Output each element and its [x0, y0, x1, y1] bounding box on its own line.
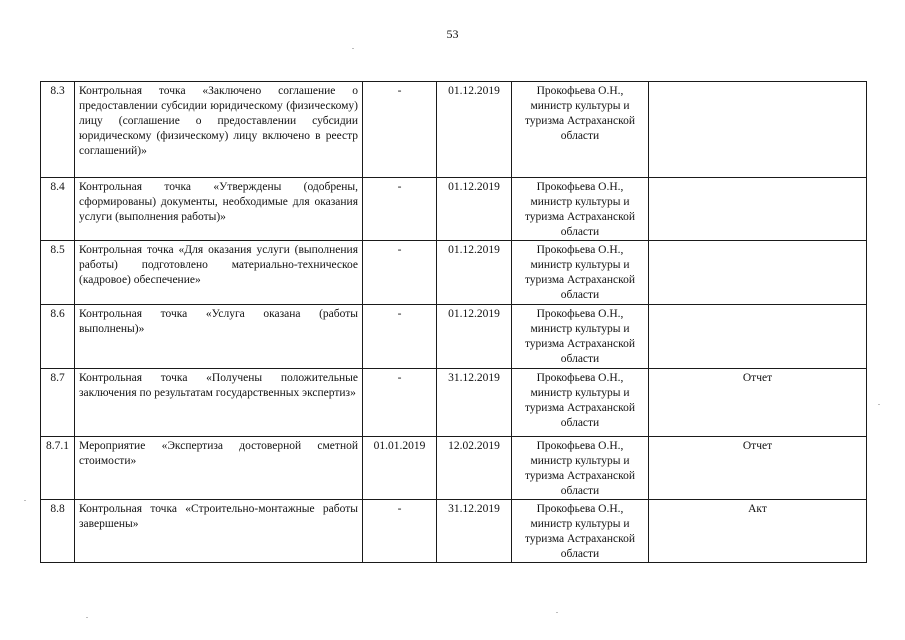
result-cell: Отчет [649, 369, 867, 437]
table-row [41, 178, 867, 241]
result-cell: Акт [649, 500, 867, 563]
row-number-cell: 8.8 [41, 500, 75, 563]
item-name-cell: Контрольная точка «Строительно-монтажные работы завершены» [75, 500, 363, 563]
scan-speck [24, 500, 26, 501]
table-row [41, 241, 867, 305]
row-number-cell: 8.5 [41, 241, 75, 305]
item-name-cell: Контрольная точка «Утверждены (одобрены, сформированы) документы, необходимые для оказания услуги (выполнения работы)» [75, 178, 363, 241]
end-date-cell: 12.02.2019 [437, 437, 512, 500]
end-date-cell: 01.12.2019 [437, 82, 512, 178]
end-date-cell: 01.12.2019 [437, 178, 512, 241]
scan-speck [86, 617, 88, 618]
table-row [41, 437, 867, 500]
scan-speck [352, 48, 354, 49]
item-name-cell: Контрольная точка «Получены положительные заключения по результатам государственных экспертиз» [75, 369, 363, 437]
start-date-cell: - [363, 241, 437, 305]
row-number-cell: 8.3 [41, 82, 75, 178]
item-name-cell: Мероприятие «Экспертиза достоверной сметной стоимости» [75, 437, 363, 500]
start-date-cell: - [363, 369, 437, 437]
result-cell [649, 82, 867, 178]
responsible-cell: Прокофьева О.Н., министр культуры и туризма Астраханской области [512, 178, 649, 241]
result-cell [649, 178, 867, 241]
result-cell: Отчет [649, 437, 867, 500]
start-date-cell: - [363, 82, 437, 178]
result-cell [649, 305, 867, 369]
start-date-cell: - [363, 305, 437, 369]
item-name-cell: Контрольная точка «Заключено соглашение о предоставлении субсидии юридическому (физическому) лицу (соглашение о предоставлении субсидии юридическому (физическому) лицу включено в реестр соглашений)» [75, 82, 363, 178]
item-name-cell: Контрольная точка «Для оказания услуги (выполнения работы) подготовлено материально-техническое (кадровое) обеспечение» [75, 241, 363, 305]
scan-speck [556, 612, 558, 613]
end-date-cell: 31.12.2019 [437, 500, 512, 563]
scan-speck [878, 404, 880, 405]
responsible-cell: Прокофьева О.Н., министр культуры и туризма Астраханской области [512, 369, 649, 437]
table-row [41, 500, 867, 563]
end-date-cell: 31.12.2019 [437, 369, 512, 437]
responsible-cell: Прокофьева О.Н., министр культуры и туризма Астраханской области [512, 241, 649, 305]
table-row [41, 369, 867, 437]
start-date-cell: 01.01.2019 [363, 437, 437, 500]
row-number-cell: 8.4 [41, 178, 75, 241]
responsible-cell: Прокофьева О.Н., министр культуры и туризма Астраханской области [512, 82, 649, 178]
table-row [41, 82, 867, 178]
end-date-cell: 01.12.2019 [437, 241, 512, 305]
responsible-cell: Прокофьева О.Н., министр культуры и туризма Астраханской области [512, 305, 649, 369]
page-number: 53 [446, 27, 459, 41]
start-date-cell: - [363, 178, 437, 241]
row-number-cell: 8.6 [41, 305, 75, 369]
row-number-cell: 8.7.1 [41, 437, 75, 500]
responsible-cell: Прокофьева О.Н., министр культуры и туризма Астраханской области [512, 500, 649, 563]
end-date-cell: 01.12.2019 [437, 305, 512, 369]
start-date-cell: - [363, 500, 437, 563]
item-name-cell: Контрольная точка «Услуга оказана (работы выполнены)» [75, 305, 363, 369]
responsible-cell: Прокофьева О.Н., министр культуры и туризма Астраханской области [512, 437, 649, 500]
plan-table [40, 81, 867, 563]
table-row [41, 305, 867, 369]
row-number-cell: 8.7 [41, 369, 75, 437]
result-cell [649, 241, 867, 305]
